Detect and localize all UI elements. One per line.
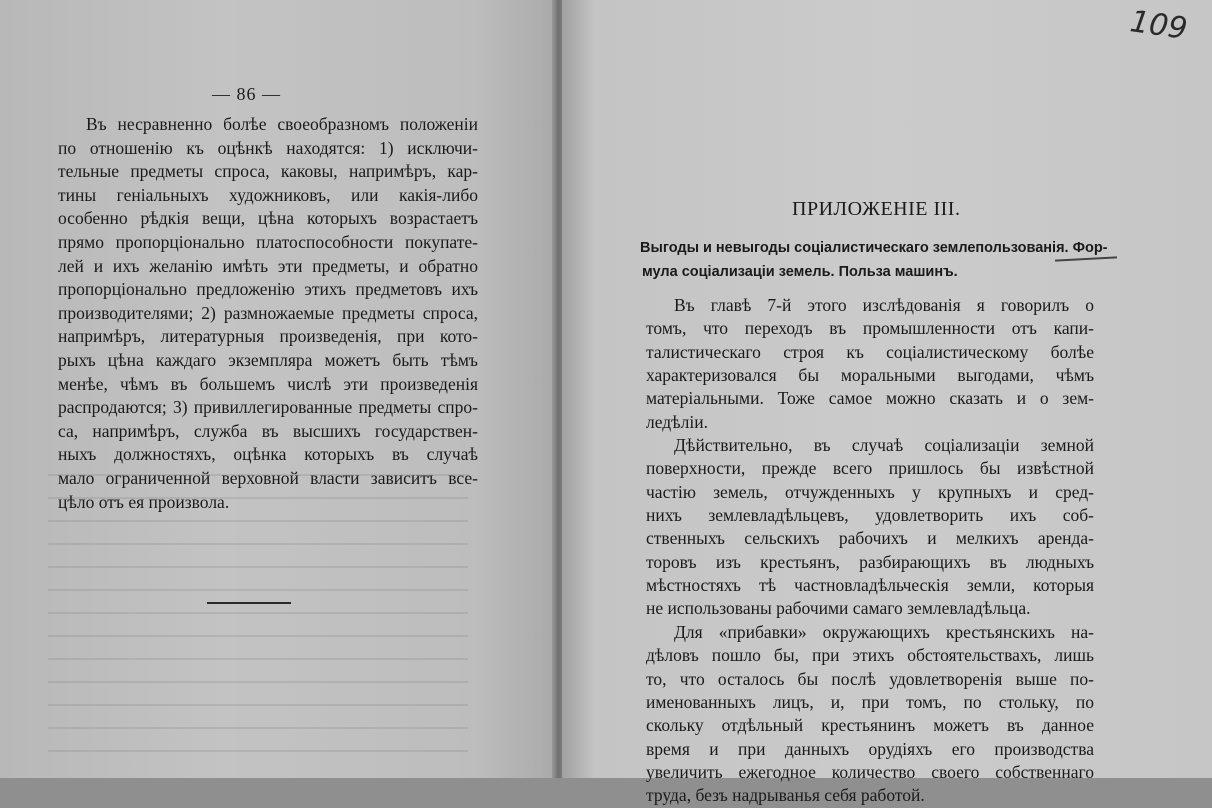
right-page-text bbox=[646, 294, 1094, 808]
text-line: именованныхъ лицъ, и, при томъ, по стольку, по bbox=[646, 691, 1094, 712]
text-line: Дѣйствительно, въ случаѣ соцiализацiи земной bbox=[674, 435, 1094, 456]
text-line: мѣстностяхъ тѣ частновладѣльческiя земли, которыя bbox=[646, 575, 1094, 596]
text-line: са, напримѣръ, служба въ высшихъ государствен- bbox=[58, 420, 478, 441]
text-line: мало ограниченной верховной власти зависитъ все- bbox=[58, 467, 478, 488]
appendix-subtitle bbox=[640, 236, 1108, 284]
text-line: лей и ихъ желанiю имѣть эти предметы, и обратно bbox=[58, 255, 478, 276]
text-line: напримѣръ, литературныя произведенiя, при кото- bbox=[58, 326, 478, 347]
text-line: дѣловъ пошло бы, при этихъ обстоятельствахъ, лишь bbox=[646, 645, 1094, 666]
text-line: поверхности, прежде всего пришлось бы извѣстной bbox=[646, 458, 1094, 479]
text-line: талистическаго строя къ соцiалистическому болѣе bbox=[646, 341, 1094, 362]
text-line: матерiальными. Тоже самое можно сказать и о зем- bbox=[646, 388, 1094, 409]
text-line: скольку отдѣльный крестьянинъ можетъ въ данное bbox=[646, 715, 1094, 736]
subtitle-line: мула соцiализацiи земель. Польза машинъ. bbox=[642, 264, 958, 280]
subtitle-line: Выгоды и невыгоды соцiалистическаго землепользованiя. Фор- bbox=[640, 240, 1108, 256]
handwritten-page-mark: 109 bbox=[1127, 4, 1190, 47]
appendix-title: ПРИЛОЖЕНIЕ III. bbox=[792, 198, 961, 220]
text-line: по отношенiю къ оцѣнкѣ находятся: 1) исключи- bbox=[58, 137, 478, 158]
text-line: тельные предметы спроса, каковы, напримѣръ, кар- bbox=[58, 161, 478, 182]
text-line: не использованы рабочими самаго землевладѣльца. bbox=[646, 598, 1031, 619]
text-line: труда, безъ надрыванья себя работой. bbox=[646, 785, 925, 806]
text-line: ныхъ должностяхъ, оцѣнка которыхъ въ случаѣ bbox=[58, 444, 478, 465]
left-page-text bbox=[58, 113, 478, 514]
text-line: время и при данныхъ орудiяхъ его производства bbox=[646, 738, 1094, 759]
text-line: увеличить ежегодное количество своего собственнаго bbox=[646, 761, 1094, 782]
text-line: производителями; 2) размножаемые предметы спроса, bbox=[58, 302, 478, 323]
text-line: менѣе, чѣмъ въ большемъ числѣ эти произведенiя bbox=[58, 373, 478, 394]
text-line: характеризовался бы моральными выгодами, чѣмъ bbox=[646, 365, 1094, 386]
section-end-rule bbox=[207, 602, 291, 604]
text-line: ледѣлiи. bbox=[646, 411, 709, 432]
text-line: рыхъ цѣна каждаго экземпляра можетъ быть тѣмъ bbox=[58, 349, 478, 370]
text-line: частiю земель, отчужденныхъ у крупныхъ и сред- bbox=[646, 481, 1094, 502]
text-line: торовъ изъ крестьянъ, разбирающихъ въ людныхъ bbox=[646, 551, 1094, 572]
text-line: Въ несравненно болѣе своеобразномъ положенiи bbox=[86, 114, 478, 134]
left-page bbox=[0, 0, 558, 778]
text-line: то, что осталось бы послѣ удовлетворенiя выше по- bbox=[646, 668, 1094, 689]
text-line: тины генiальныхъ художниковъ, или какiя-либо bbox=[58, 184, 478, 205]
text-line: томъ, что переходъ въ промышленности отъ капи- bbox=[646, 318, 1094, 339]
text-line: нихъ землевладѣльцевъ, удовлетворить ихъ соб- bbox=[646, 505, 1094, 526]
text-line: Для «прибавки» окружающихъ крестьянскихъ на- bbox=[674, 621, 1094, 642]
text-line: цѣло отъ ея произвола. bbox=[58, 491, 230, 512]
text-line: особенно рѣдкiя вещи, цѣна которыхъ возрастаетъ bbox=[58, 208, 478, 229]
text-line: Въ главѣ 7-й этого изслѣдованiя я говорилъ о bbox=[674, 295, 1094, 315]
text-line: ственныхъ сельскихъ рабочихъ и мелкихъ аренда- bbox=[646, 528, 1094, 549]
text-line: распродаются; 3) привиллегированные предметы спро- bbox=[58, 397, 478, 418]
text-line: прямо пропорцiонально платоспособности покупате- bbox=[58, 231, 478, 252]
page-number: — 86 — bbox=[212, 84, 281, 104]
text-line: пропорцiонально предложенiю этихъ предметовъ ихъ bbox=[58, 279, 478, 300]
